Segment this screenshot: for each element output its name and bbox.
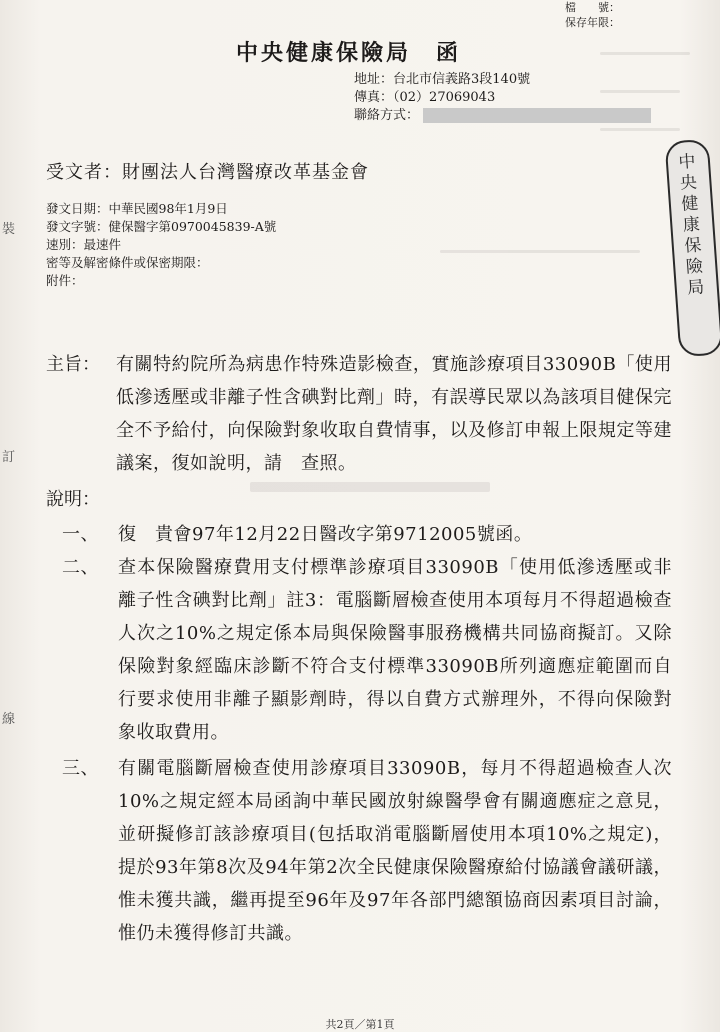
address-line: 地址：台北市信義路3段140號 xyxy=(354,72,531,87)
subject-section xyxy=(46,348,672,480)
margin-mark-cut-line: 線 xyxy=(2,712,16,727)
fax-line: 傳真：（02）27069043 xyxy=(354,90,496,105)
document-title: 中央健康保險局 函 xyxy=(236,40,462,66)
margin-mark-staple: 訂 xyxy=(2,450,16,465)
item-number: 一、 xyxy=(62,524,99,545)
stamp-text: 中央健康保險局 xyxy=(677,151,705,299)
issue-date: 發文日期：中華民國98年1月9日 xyxy=(46,201,228,216)
file-info xyxy=(565,0,620,30)
recipient: 受文者：財團法人台灣醫療改革基金會 xyxy=(46,162,369,183)
priority: 速別：最速件 xyxy=(46,237,122,252)
item-text: 查本保險醫療費用支付標準診療項目33090B「使用低滲透壓或非離子性含碘對比劑」註3：電腦斷層檢查使用本項每月不得超過檢查人次之10%之規定係本局與保險醫事服務機構共同協商擬訂。又除保險對象經臨床診斷不符合支付標準33090B所列適應症範圍而自行要求使用非離子顯影劑時，得以自費方式辦理外，不得向保險對象收取費用。 xyxy=(118,557,672,743)
page-footer: 共2頁／第1頁 xyxy=(325,1018,395,1031)
file-no-label: 檔 號： xyxy=(565,1,620,14)
margin-mark-binding: 裝 xyxy=(2,222,16,237)
contact-label: 聯絡方式： xyxy=(354,108,420,123)
item-number: 二、 xyxy=(62,557,99,578)
item-text: 復 貴會97年12月22日醫改字第9712005號函。 xyxy=(118,524,533,545)
item-number: 三、 xyxy=(62,758,99,779)
explanation-item-3 xyxy=(62,752,672,950)
explanation-item-2 xyxy=(62,551,672,749)
redacted-contact xyxy=(423,108,651,123)
explanation-label: 說明： xyxy=(46,489,100,510)
document-meta xyxy=(46,200,276,290)
explanation-item-1 xyxy=(62,518,672,551)
document-number: 發文字號：健保醫字第0970045839-A號 xyxy=(46,219,277,234)
secrecy: 密等及解密條件或保密期限： xyxy=(46,255,209,270)
official-stamp xyxy=(665,139,720,358)
retention-label: 保存年限： xyxy=(565,16,620,29)
sender-address-block xyxy=(354,71,651,125)
attachment: 附件： xyxy=(46,273,84,288)
contact-line xyxy=(354,107,651,125)
item-text: 有關電腦斷層檢查使用診療項目33090B，每月不得超過檢查人次10%之規定經本局函詢中華民國放射線醫學會有關適應症之意見，並研擬修訂該診療項目(包括取消電腦斷層使用本項10%之規定)，提於93年第8次及94年第2次全民健康保險醫療給付協議會議研議，惟未獲共識，繼再提至96年及97年各部門總額協商因素項目討論，惟仍未獲得修訂共識。 xyxy=(118,758,672,944)
subject-text: 有關特約院所為病患作特殊造影檢查，實施診療項目33090B「使用低滲透壓或非離子性含碘對比劑」時，有誤導民眾以為該項目健保完全不予給付，向保險對象收取自費情事，以及修訂申報上限規定等建議案，復如說明，請 查照。 xyxy=(116,354,672,474)
subject-label: 主旨： xyxy=(46,354,100,375)
